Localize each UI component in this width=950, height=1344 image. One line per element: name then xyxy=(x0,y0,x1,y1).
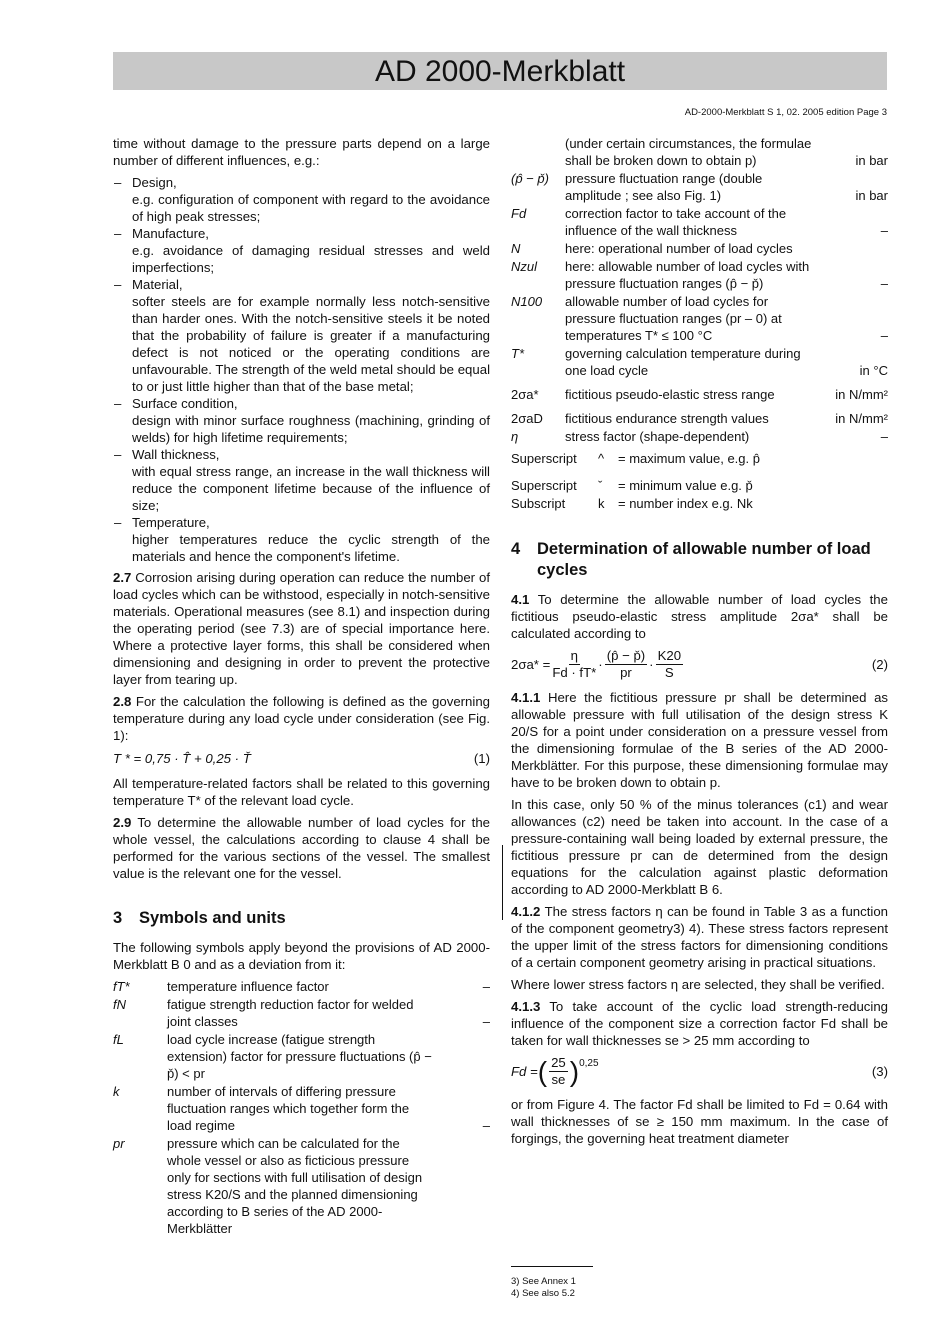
equation-2: 2σa* = $\frac{\eta}{Fd \cdot fT*}$ · $\frac{(p̂ - p̌)}{pr}$ · $\frac{K20}{S}$ (2) xyxy=(511,648,888,680)
table-row: pr pressure which can be calculated for the whole vessel or also as ficticious pressure only for sections with full utilisation of design stress K20/S and the planned dimensioning according to B series of the AD 2000-Merkblätter xyxy=(113,1136,423,1236)
table-row: fL load cycle increase (fatigue strength extension) factor for pressure fluctuations (p̂ − p̌) < pr xyxy=(113,1032,432,1081)
paragraph-4-1-1: 4.1.1 Here the fictitious pressure pr shall be determined as allowable pressure with full utilisation of the design stress K 20/S for a point under consideration on a pressure vessel from the dimensioning formulae of the B series of the AD 2000-Merkblätter. For this purpose, these dimensioning formulae may have to be broken down to obtain p. xyxy=(511,690,889,790)
table-row: fT* temperature influence factor – xyxy=(113,979,490,994)
table-row: (p̂ − p̌) pressure fluctuation range (double amplitude ; see also Fig. 1) in bar xyxy=(511,171,888,203)
list-item: – Temperature, higher temperatures reduce the cyclic strength of the materials and hence the component's lifetime. xyxy=(113,514,490,565)
footnote-4: 4) See also 5.2 xyxy=(511,1288,575,1299)
paragraph-2-8: 2.8 For the calculation the following is defined as the governing temperature during any load cycle under consideration (see Fig. 1): xyxy=(113,694,490,743)
table-row: η stress factor (shape-dependent) – xyxy=(511,429,888,444)
table-row: Superscript ^ = maximum value, e.g. p̂ xyxy=(511,451,760,466)
table-row: T* governing calculation temperature during one load cycle in °C xyxy=(511,346,888,378)
table-row: Nzul here: allowable number of load cycles with pressure fluctuation ranges (p̂ − p̌) – xyxy=(511,259,888,291)
list-item: – Design, e.g. configuration of component with regard to the avoidance of high peak stresses; xyxy=(113,174,490,225)
list-item: – Manufacture, e.g. avoidance of damaging residual stresses and weld imperfections; xyxy=(113,225,490,276)
table-row: Subscript k = number index e.g. Nk xyxy=(511,496,753,511)
paragraph-2-9: 2.9 To determine the allowable number of load cycles for the whole vessel, the calculations according to clause 4 shall be performed for the various sections of the vessel. The smallest value is the relevant one for the vessel. xyxy=(113,815,490,881)
intro-paragraph: time without damage to the pressure parts depend on a large number of different influences, e.g.: xyxy=(113,136,490,168)
paragraph-4-1-1-b: In this case, only 50 % of the minus tolerances (c1) and wear allowances (c2) need be taken into account. In the case of a pressure-containing wall being loaded by external pressure, the fictitious pressure pr can de determined from the design equations for the calculation against plastic deformation according to AD 2000-Merkblatt B 6. xyxy=(511,797,888,897)
influence-list xyxy=(113,174,490,565)
table-row: N100 allowable number of load cycles for pressure fluctuation ranges (pr – 0) at temperatures T* ≤ 100 °C – xyxy=(511,294,888,343)
list-item: – Wall thickness, with equal stress range, an increase in the wall thickness will reduce the component lifetime because of the influence of size; xyxy=(113,446,490,514)
symbols-table-left xyxy=(113,978,490,1238)
table-row: 2σaD fictitious endurance strength values in N/mm² xyxy=(511,411,888,426)
section-3-heading: 3 Symbols and units xyxy=(113,909,286,927)
section-4-heading: 4 Determination of allowable number of load cycles xyxy=(511,540,871,579)
symbols-table-right xyxy=(511,135,888,446)
paragraph-2-7: 2.7 Corrosion arising during operation can reduce the number of load cycles which can be withstood, especially in notch-sensitive materials. Operational measures (see 8.1) and inspection during the operating period (see 7.3) are of special importance here. Where a protective layer forms, this shall be considered when dimensioning and designing in order to prevent the protective layer from tearing up. xyxy=(113,570,490,687)
table-row: Fd correction factor to take account of the influence of the wall thickness – xyxy=(511,206,888,238)
equation-3: Fd = ( $\frac{25}{se}$ ) $^{0,25}$ (3) xyxy=(511,1055,888,1087)
section-3-intro: The following symbols apply beyond the provisions of AD 2000-Merkblatt B 0 and as a deviation from it: xyxy=(113,940,490,972)
left-column xyxy=(113,135,490,1238)
footnote-divider xyxy=(511,1266,593,1267)
table-row: N here: operational number of load cycles xyxy=(511,241,793,256)
footnote-3: 3) See Annex 1 xyxy=(511,1276,576,1287)
table-row: (under certain circumstances, the formulae shall be broken down to obtain p) in bar xyxy=(565,136,888,168)
page-header: AD 2000-Merkblatt xyxy=(113,52,887,90)
page-subtitle: AD-2000-Merkblatt S 1, 02. 2005 edition Page 3 xyxy=(684,107,887,118)
paragraph-2-8-b: All temperature-related factors shall be related to this governing temperature T* of the relevant load cycle. xyxy=(113,776,490,808)
scripts-table xyxy=(511,450,760,513)
list-item: – Material, softer steels are for example normally less notch-sensitive than harder ones. With the notch-sensitive steels it be noted that the probability of failure is greater if a manufacturing defect is not noticed or the operating conditions are unfavourable. The strength of the weld metal should be equal to or just little higher than that of the base metal; xyxy=(113,276,490,395)
table-row: 2σa* fictitious pseudo-elastic stress range in N/mm² xyxy=(511,387,888,402)
equation-1: T * = 0,75 · T̂ + 0,25 · Ť (1) xyxy=(113,751,490,766)
table-row: fN fatigue strength reduction factor for welded joint classes – xyxy=(113,997,490,1029)
change-bar xyxy=(502,845,503,920)
paragraph-4-1-3: 4.1.3 To take account of the cyclic load strength-reducing influence of the component size a correction factor Fd shall be taken for wall thicknesses se > 25 mm according to xyxy=(511,999,888,1048)
right-column xyxy=(511,135,888,1152)
paragraph-4-1: 4.1 To determine the allowable number of load cycles the fictitious pseudo-elastic stress amplitude 2σa* shall be calculated according to xyxy=(511,592,888,641)
table-row: k number of intervals of differing pressure fluctuation ranges which together form the load regime – xyxy=(113,1084,490,1133)
paragraph-4-1-2-b: Where lower stress factors η are selected, they shall be verified. xyxy=(511,977,885,992)
paragraph-4-1-3-b: or from Figure 4. The factor Fd shall be limited to Fd = 0.64 with wall thicknesses of se ≥ 150 mm maximum. In the case of forgings, the governing heat treatment diameter xyxy=(511,1097,888,1146)
paragraph-4-1-2: 4.1.2 The stress factors η can be found in Table 3 as a function of the component geometry3) 4). These stress factors represent the upper limit of the stress factors for dimensioning conditions of a certain component geometry arising in practical situations. xyxy=(511,904,888,970)
list-item: – Surface condition, design with minor surface roughness (machining, grinding of welds) for high lifetime requirements; xyxy=(113,395,490,446)
table-row: Superscript ˇ = minimum value e.g. p̌ xyxy=(511,478,753,493)
